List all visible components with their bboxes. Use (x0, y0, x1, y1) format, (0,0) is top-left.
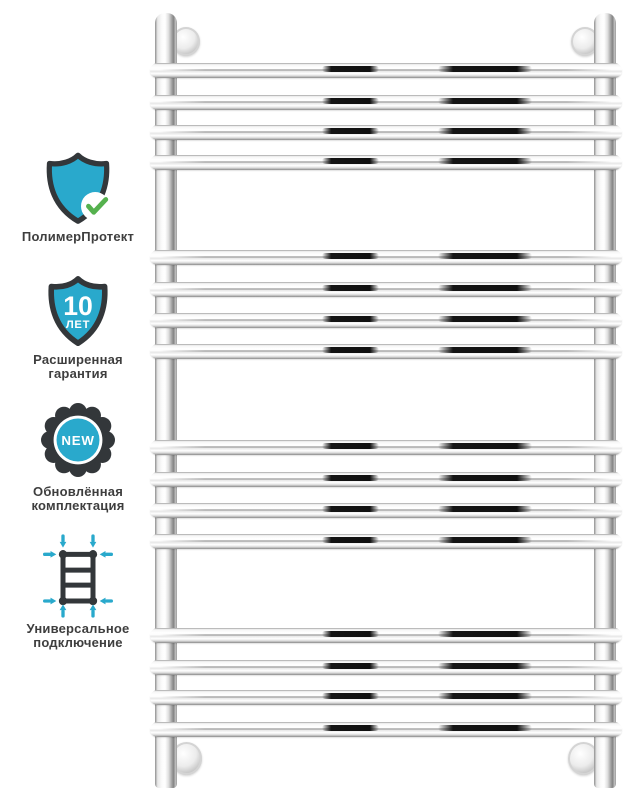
rail-bar (150, 95, 622, 110)
rail-bar (150, 534, 622, 549)
rail-bar (150, 313, 622, 328)
rail-bar (150, 722, 622, 737)
rail-bar (150, 282, 622, 297)
chrome-reflection (322, 316, 379, 322)
feature-label: Обновлённая комплектация (31, 484, 125, 513)
polymer-protect-shield-icon (39, 150, 117, 228)
chrome-reflection (438, 506, 532, 512)
rail-bar (150, 472, 622, 487)
chrome-reflection (322, 98, 379, 104)
rail-bar (150, 660, 622, 675)
chrome-reflection (322, 663, 379, 669)
new-seal-icon (41, 403, 115, 477)
chrome-reflection (438, 66, 532, 72)
feature-new-equipment (0, 403, 156, 513)
chrome-reflection (322, 128, 379, 134)
chrome-reflection (322, 537, 379, 543)
chrome-reflection (438, 725, 532, 731)
rail-bar (150, 440, 622, 455)
chrome-reflection (438, 128, 532, 134)
rail-bar (150, 344, 622, 359)
chrome-reflection (322, 631, 379, 637)
chrome-reflection (322, 443, 379, 449)
chrome-reflection (438, 316, 532, 322)
universal-connection-icon (38, 534, 118, 618)
chrome-reflection (322, 693, 379, 699)
chrome-reflection (322, 506, 379, 512)
chrome-reflection (438, 537, 532, 543)
feature-polymer-protect (0, 150, 156, 244)
chrome-reflection (322, 158, 379, 164)
chrome-reflection (322, 347, 379, 353)
shield-unit: ЛЕТ (65, 318, 91, 331)
chrome-reflection (322, 253, 379, 259)
rail-bar (150, 503, 622, 518)
chrome-reflection (438, 663, 532, 669)
feature-label: Универсальное подключение (26, 621, 130, 650)
rail-bar (150, 628, 622, 643)
chrome-reflection (438, 475, 532, 481)
chrome-reflection (438, 285, 532, 291)
warranty-shield-icon (43, 272, 113, 350)
chrome-reflection (322, 475, 379, 481)
chrome-reflection (322, 66, 379, 72)
rail-bar (150, 125, 622, 140)
rail-bar (150, 250, 622, 265)
feature-label: ПолимерПротект (21, 229, 135, 244)
feature-extended-warranty (0, 272, 156, 381)
rail-bar (150, 155, 622, 170)
chrome-reflection (438, 443, 532, 449)
feature-label: Расширенная гарантия (33, 352, 123, 381)
feature-universal-connection (0, 534, 156, 650)
shield-number: 10 (63, 291, 93, 322)
chrome-reflection (438, 693, 532, 699)
chrome-reflection (322, 285, 379, 291)
chrome-reflection (438, 158, 532, 164)
chrome-reflection (322, 725, 379, 731)
chrome-reflection (438, 253, 532, 259)
rail-bar (150, 690, 622, 705)
seal-text: NEW (61, 433, 95, 449)
chrome-reflection (438, 98, 532, 104)
chrome-reflection (438, 347, 532, 353)
rail-bar (150, 63, 622, 78)
chrome-reflection (438, 631, 532, 637)
